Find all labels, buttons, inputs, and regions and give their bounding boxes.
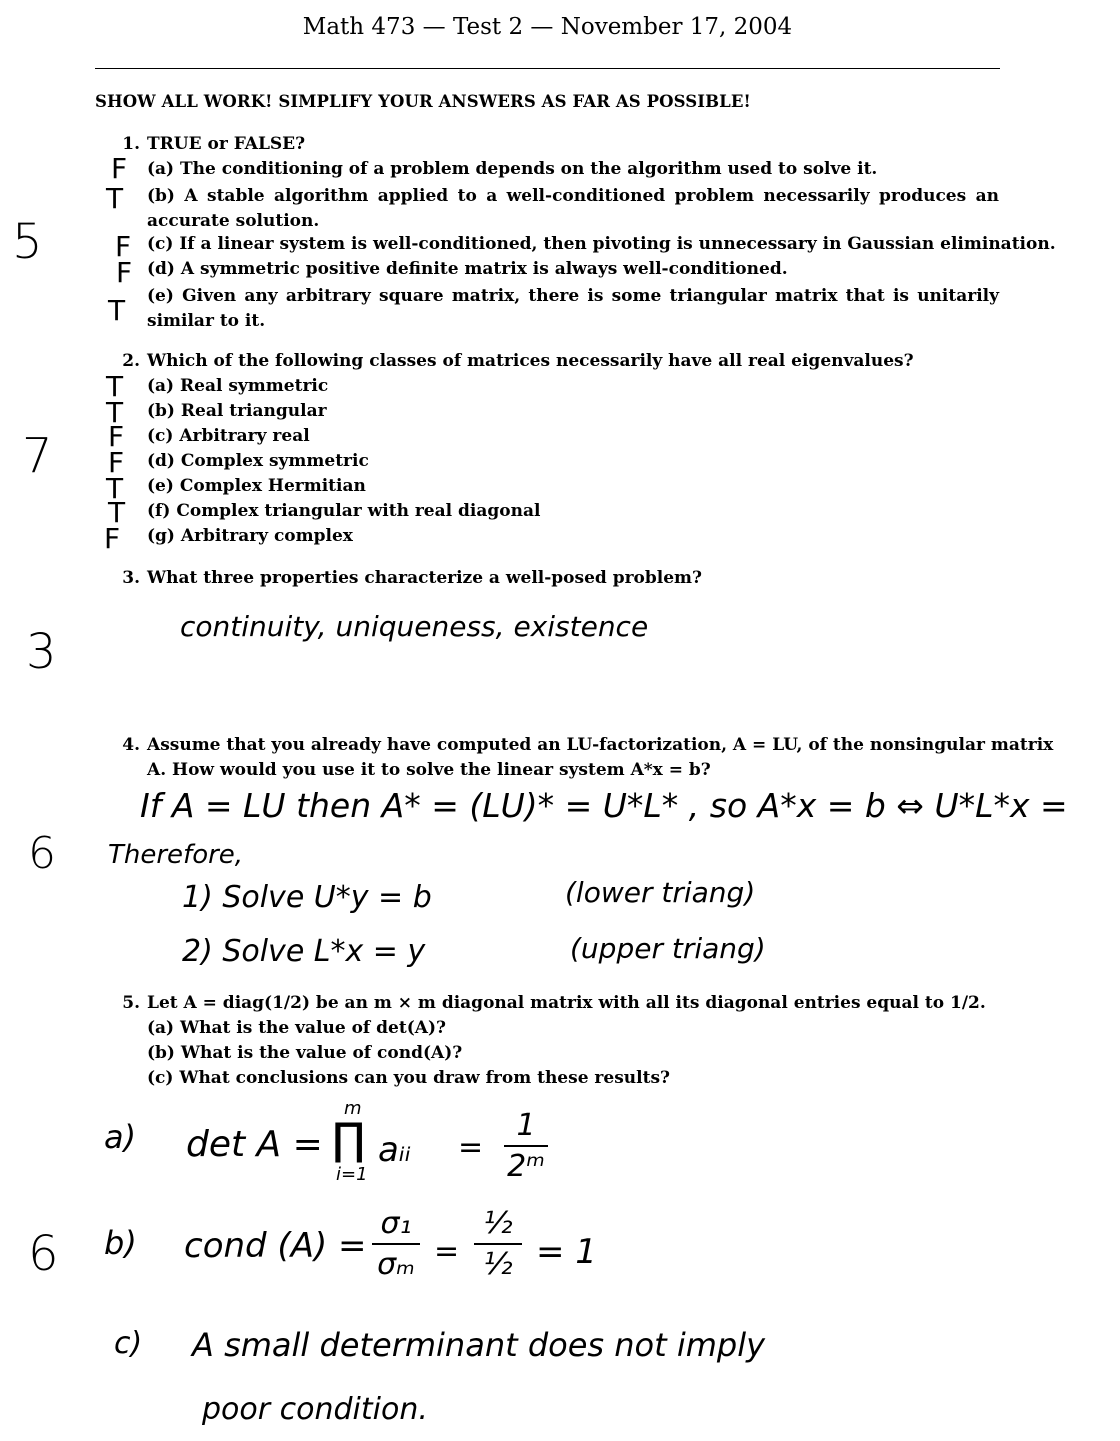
- q2-item-e: (e) Complex Hermitian: [147, 476, 366, 496]
- q1-item-e: (e) Given any arbitrary square matrix, there is some triangular matrix that is unitarily similar to it.: [147, 286, 999, 331]
- q1-mark-c: F: [115, 230, 132, 263]
- q2-mark-a: T: [106, 370, 124, 403]
- q5-part-b: (b) What is the value of cond(A)?: [147, 1043, 463, 1063]
- q1-item-c: (c) If a linear system is well-conditioned, then pivoting is unnecessary in Gaussian elimination.: [147, 234, 1056, 254]
- q5-answer-b-den1: σₘ: [377, 1247, 415, 1282]
- title-rule: [95, 68, 1000, 69]
- q2-mark-f: T: [108, 496, 126, 529]
- q5-answer-c-line1: A small determinant does not imply: [192, 1326, 766, 1364]
- q4-number: 4.: [122, 735, 140, 755]
- q4-step1: 1) Solve U*y = b: [182, 880, 432, 915]
- q5-prompt: Let A = diag(1/2) be an m × m diagonal matrix with all its diagonal entries equal to 1/2.: [147, 993, 986, 1013]
- q5-answer-a-fraction: [504, 1108, 548, 1184]
- q3-answer: continuity, uniqueness, existence: [180, 610, 649, 643]
- q2-item-f: (f) Complex triangular with real diagonal: [147, 501, 541, 521]
- q4-prompt-line2: A. How would you use it to solve the linear system A*x = b?: [147, 760, 711, 780]
- q3-prompt: What three properties characterize a well-posed problem?: [147, 568, 702, 588]
- q2-prompt: Which of the following classes of matrices necessarily have all real eigenvalues?: [147, 351, 914, 371]
- q2-item-d: (d) Complex symmetric: [147, 451, 369, 471]
- q4-step2: 2) Solve L*x = y: [182, 934, 426, 969]
- q5-answer-b-num1: σ₁: [380, 1206, 412, 1241]
- q2-mark-g: F: [104, 522, 121, 555]
- q5-answer-b-num2: ½: [483, 1206, 513, 1241]
- q5-answer-b-fraction2: [474, 1206, 522, 1282]
- q5-answer-b-den2: ½: [483, 1247, 513, 1282]
- q5-answer-b-fraction1: [372, 1206, 420, 1282]
- q5-answer-a-prod-top: m: [344, 1098, 362, 1119]
- q2-item-b: (b) Real triangular: [147, 401, 327, 421]
- q2-mark-e: T: [106, 472, 124, 505]
- q5-answer-a-lhs: det A =: [186, 1124, 323, 1165]
- q5-part-c: (c) What conclusions can you draw from these results?: [147, 1068, 670, 1088]
- q5-answer-b-eq1: =: [434, 1234, 460, 1269]
- q5-answer-a-prod-symbol: ∏: [332, 1114, 366, 1165]
- q4-step2-note: (upper triang): [570, 932, 766, 965]
- q2-item-a: (a) Real symmetric: [147, 376, 329, 396]
- q4-step1-note: (lower triang): [565, 876, 756, 909]
- q5-answer-b-lhs: cond (A) =: [184, 1226, 367, 1266]
- q1-number: 1.: [122, 134, 140, 154]
- q5-number: 5.: [122, 993, 140, 1013]
- q4-score: 6: [28, 828, 56, 879]
- q5-answer-c-line2: poor condition.: [202, 1392, 428, 1427]
- q5-answer-a-label: a): [104, 1118, 137, 1156]
- q5-answer-b-result: = 1: [536, 1232, 597, 1272]
- q2-score: 7: [22, 428, 53, 484]
- q1-mark-d: F: [116, 256, 133, 289]
- q2-mark-d: F: [108, 446, 125, 479]
- q1-item-a: (a) The conditioning of a problem depends on the algorithm used to solve it.: [147, 159, 878, 179]
- instructions: SHOW ALL WORK! SIMPLIFY YOUR ANSWERS AS FAR AS POSSIBLE!: [95, 92, 751, 111]
- q5-answer-a-eq: =: [458, 1130, 484, 1165]
- q5-score: 6: [28, 1226, 59, 1282]
- q2-number: 2.: [122, 351, 140, 371]
- q1-mark-a: F: [111, 152, 128, 185]
- q1-prompt: TRUE or FALSE?: [147, 134, 306, 154]
- page-title: Math 473 — Test 2 — November 17, 2004: [302, 14, 793, 40]
- q5-answer-a-num: 1: [516, 1108, 536, 1143]
- q4-answer-line1: If A = LU then A* = (LU)* = U*L* , so A*x = b ⇔ U*L*x =: [140, 786, 1068, 825]
- q5-answer-b-label: b): [104, 1224, 137, 1262]
- q1-item-d: (d) A symmetric positive definite matrix is always well-conditioned.: [147, 259, 788, 279]
- q3-number: 3.: [122, 568, 140, 588]
- q1-mark-e: T: [108, 294, 126, 327]
- q5-answer-a-den: 2ᵐ: [507, 1149, 545, 1184]
- q2-mark-c: F: [108, 420, 125, 453]
- q5-answer-a-prod-bottom: i=1: [336, 1164, 368, 1185]
- q5-answer-c-label: c): [114, 1326, 143, 1361]
- q2-item-g: (g) Arbitrary complex: [147, 526, 353, 546]
- q1-mark-b: T: [106, 182, 124, 215]
- q4-prompt-line1: Assume that you already have computed an LU-factorization, A = LU, of the nonsingular matrix: [147, 735, 1054, 755]
- q4-answer-line2: Therefore,: [108, 840, 244, 870]
- q5-answer-a-term: aᵢᵢ: [378, 1130, 411, 1170]
- q3-score: 3: [26, 624, 57, 680]
- q2-item-c: (c) Arbitrary real: [147, 426, 310, 446]
- q2-mark-b: T: [106, 396, 124, 429]
- q1-score: 5: [12, 214, 43, 270]
- q1-item-b: (b) A stable algorithm applied to a well-conditioned problem necessarily produces an accurate solution.: [147, 186, 999, 231]
- q5-part-a: (a) What is the value of det(A)?: [147, 1018, 446, 1038]
